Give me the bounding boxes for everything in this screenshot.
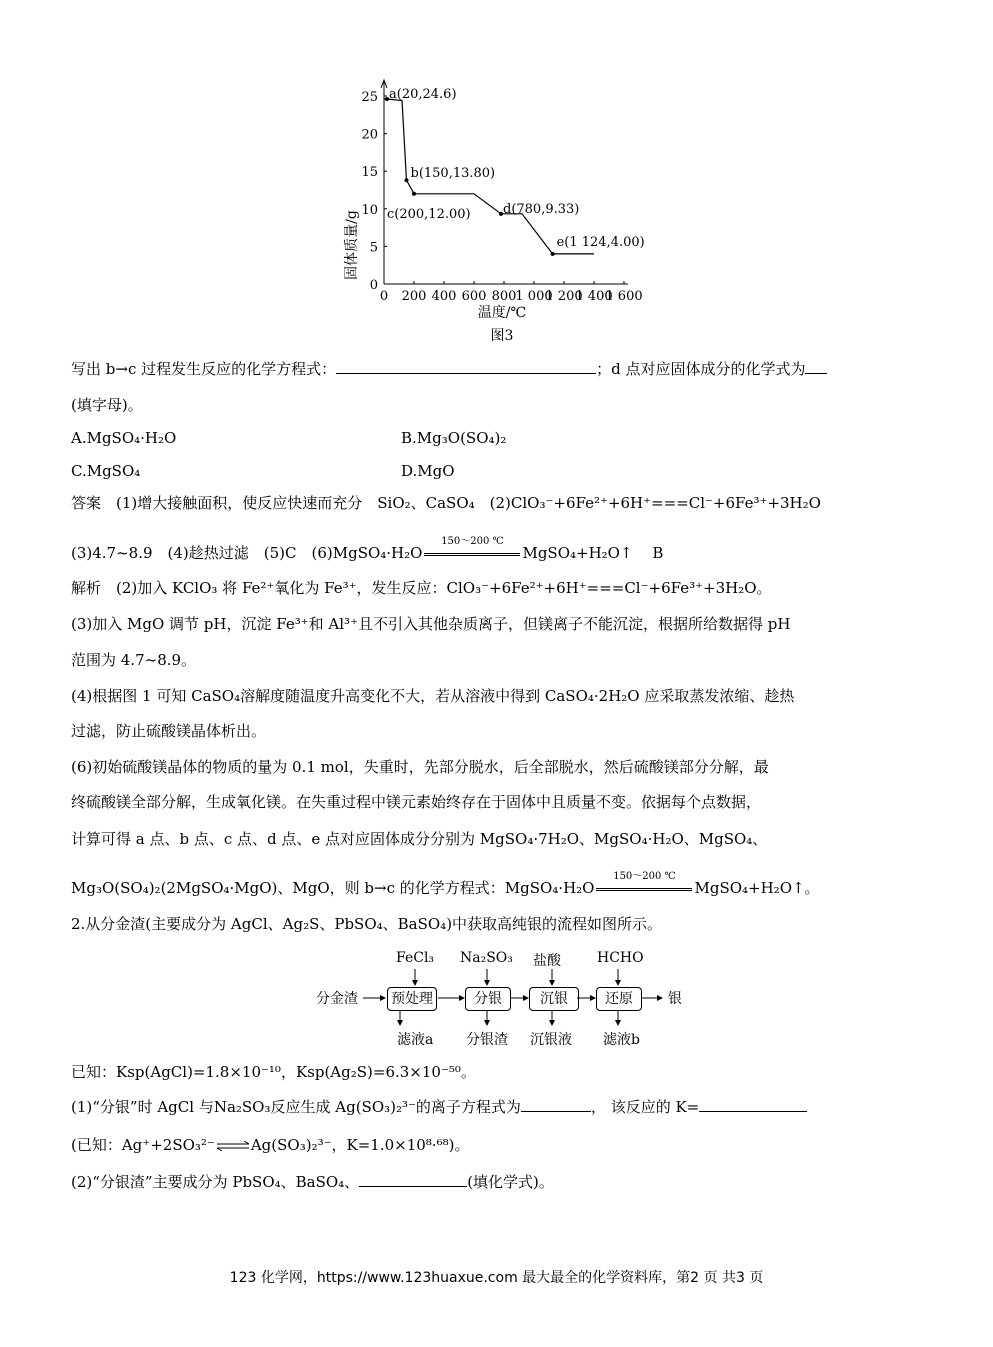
question-line-1: 写出 b→c 过程发生反应的化学方程式： ；d 点对应固体成分的化学式为 xyxy=(71,358,827,379)
step-box: 预处理 xyxy=(387,987,437,1011)
input-reagent: FeCl₃ xyxy=(396,950,435,966)
output-product: 分银渣 xyxy=(466,1032,508,1048)
mass-temperature-chart xyxy=(330,70,670,350)
data-point-label: b(150,13.80) xyxy=(410,166,496,182)
output-product: 滤液b xyxy=(603,1032,640,1048)
y-tick-label: 20 xyxy=(361,127,378,143)
input-reagent: HCHO xyxy=(597,950,644,966)
option-a: A.MgSO₄·H₂O xyxy=(71,429,177,447)
option-d: D.MgO xyxy=(401,462,455,480)
explanation-line-1: 解析 (2)加入 KClO₃ 将 Fe²⁺氧化为 Fe³⁺，发生反应：ClO₃⁻+6Fe²⁺+6H⁺===Cl⁻+6Fe³⁺+3H₂O。 xyxy=(71,579,772,597)
x-tick-label: 400 xyxy=(431,289,457,304)
question-2-2: (2)“分银渣”主要成分为 PbSO₄、BaSO₄、 (填化学式)。 xyxy=(71,1173,554,1191)
answer-blank-1[interactable] xyxy=(336,358,596,374)
answer-blank-5[interactable] xyxy=(359,1171,467,1187)
data-point xyxy=(405,178,409,182)
data-point xyxy=(551,252,555,256)
answer-blank-2[interactable] xyxy=(805,358,827,374)
x-tick-label: 600 xyxy=(461,289,487,304)
step-box: 沉银 xyxy=(529,987,579,1011)
explanation-line-6: (6)初始硫酸镁晶体的物质的量为 0.1 mol，失重时，先部分脱水，后全部脱水，然后硫酸镁部分分解，最 xyxy=(71,758,769,776)
page-footer: 123 化学网，https://www.123huaxue.com 最大最全的化学资料库，第2 页 共3 页 xyxy=(229,1270,764,1286)
process-flow-diagram xyxy=(0,945,993,1055)
x-tick-label: 0 xyxy=(379,289,389,304)
data-point xyxy=(412,192,416,196)
x-tick-label: 1 600 xyxy=(605,289,643,304)
explanation-line-4: (4)根据图 1 可知 CaSO₄溶解度随温度升高变化不大，若从溶液中得到 CaSO₄·2H₂O 应采取蒸发浓缩、趁热 xyxy=(71,687,795,705)
reaction-arrow: 150～200 ℃ xyxy=(596,881,692,897)
output-product: 沉银液 xyxy=(530,1032,572,1048)
y-tick-label: 5 xyxy=(369,240,378,256)
explanation-line-9: Mg₃O(SO₄)₂(2MgSO₄·MgO)、MgO，则 b→c 的化学方程式：MgSO₄·H₂O 150～200 ℃ MgSO₄+H₂O↑。 xyxy=(71,871,820,897)
question-2-1: (1)“分银”时 AgCl 与Na₂SO₃反应生成 Ag(SO₃)₂³⁻的离子方程式为 ， 该反应的 K= xyxy=(71,1096,807,1117)
explanation-line-3: 范围为 4.7~8.9。 xyxy=(71,651,197,669)
input-reagent: Na₂SO₃ xyxy=(460,950,513,966)
flow-end: 银 xyxy=(668,991,682,1007)
explanation-line-5: 过滤，防止硫酸镁晶体析出。 xyxy=(71,722,267,740)
question-2-1-note: (已知：Ag⁺+2SO₃²⁻ Ag(SO₃)₂³⁻，K=1.0×10⁸·⁶⁸)。 xyxy=(71,1136,470,1154)
y-tick-label: 25 xyxy=(361,90,378,105)
output-product: 滤液a xyxy=(397,1032,434,1048)
y-tick-label: 0 xyxy=(369,278,378,293)
data-point-label: a(20,24.6) xyxy=(389,87,457,103)
equilibrium-arrow xyxy=(216,1141,250,1151)
data-point-label: c(200,12.00) xyxy=(387,206,471,222)
data-point-label: d(780,9.33) xyxy=(503,201,580,217)
y-axis-label: 固体质量/g xyxy=(344,210,360,280)
x-tick-label: 1 400 xyxy=(575,289,613,304)
answer-blank-3[interactable] xyxy=(521,1096,591,1112)
y-tick-label: 10 xyxy=(361,202,378,218)
explanation-line-8: 计算可得 a 点、b 点、c 点、d 点、e 点对应固体成分分别为 MgSO₄·7H₂O、MgSO₄·H₂O、MgSO₄、 xyxy=(71,830,768,848)
data-point-label: e(1 124,4.00) xyxy=(556,234,645,250)
flow-start: 分金渣 xyxy=(316,991,358,1007)
x-axis-label: 温度/℃ xyxy=(477,305,527,321)
figure-caption: 图3 xyxy=(490,328,514,344)
question-line-2: (填字母)。 xyxy=(71,396,143,414)
x-tick-label: 200 xyxy=(401,289,427,304)
x-tick-label: 1 000 xyxy=(515,289,553,304)
option-c: C.MgSO₄ xyxy=(71,462,141,480)
answer-line-1: 答案 (1)增大接触面积，使反应快速而充分 SiO₂、CaSO₄ (2)ClO₃⁻+6Fe²⁺+6H⁺===Cl⁻+6Fe³⁺+3H₂O xyxy=(71,494,821,512)
answer-line-2: (3)4.7~8.9 (4)趁热过滤 (5)C (6)MgSO₄·H₂O 150～200 ℃ MgSO₄+H₂O↑ B xyxy=(71,536,664,562)
x-tick-label: 800 xyxy=(491,289,517,304)
option-b: B.Mg₃O(SO₄)₂ xyxy=(401,429,507,447)
reaction-arrow: 150～200 ℃ xyxy=(424,546,520,562)
question-2-title: 2.从分金渣(主要成分为 AgCl、Ag₂S、PbSO₄、BaSO₄)中获取高纯银的流程如图所示。 xyxy=(71,915,663,933)
input-reagent: 盐酸 xyxy=(533,953,561,969)
step-box: 分银 xyxy=(465,987,511,1011)
x-tick-label: 1 200 xyxy=(545,289,583,304)
answer-blank-4[interactable] xyxy=(699,1096,807,1112)
explanation-line-2: (3)加入 MgO 调节 pH，沉淀 Fe³⁺和 Al³⁺且不引入其他杂质离子，但镁离子不能沉淀，根据所给数据得 pH xyxy=(71,615,791,633)
y-tick-label: 15 xyxy=(361,165,378,181)
step-box: 还原 xyxy=(596,987,642,1011)
known-ksp: 已知：Ksp(AgCl)=1.8×10⁻¹⁰，Ksp(Ag₂S)=6.3×10⁻⁵⁰。 xyxy=(71,1063,476,1081)
explanation-line-7: 终硫酸镁全部分解，生成氧化镁。在失重过程中镁元素始终存在于固体中且质量不变。依据每个点数据， xyxy=(71,793,762,811)
